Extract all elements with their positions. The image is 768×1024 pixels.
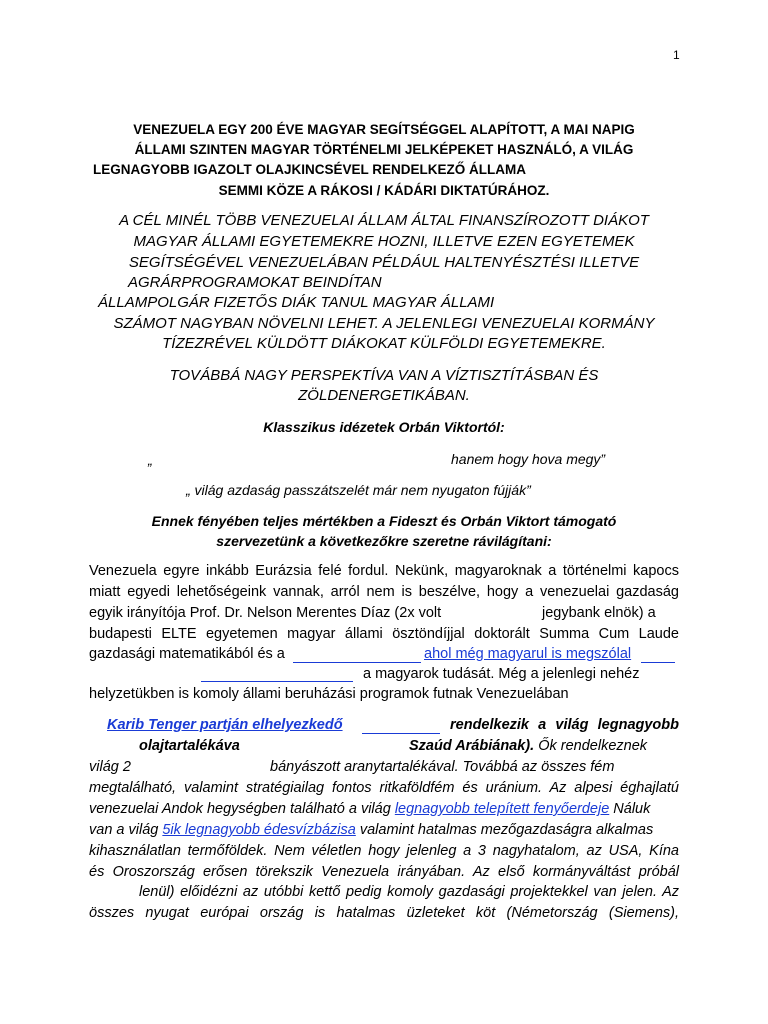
body-text: Náluk <box>609 801 651 817</box>
goal-line: AGRÁRPROGRAMOKAT BEINDÍTAN <box>128 274 382 291</box>
body-line: megtalálható, valamint stratégiailag fontos ritkaföldfém és uránium. Az alpesi éghajlatú <box>89 780 679 796</box>
body-line: lenül) előidézni az utóbbi kettő pedig komoly gazdasági projektekkel van jelen. Az <box>139 884 679 900</box>
body-line: miatt egyedi lehetőségeink vannak, arról nem is beszélve, hogy a venezuelai gazdaság <box>89 584 679 600</box>
blank-underline <box>641 648 675 663</box>
body-line: a magyarok tudását. Még a jelenlegi nehéz <box>363 666 640 682</box>
support-line: szervezetünk a következőkre szeretne rávilágítani: <box>216 533 552 549</box>
link-karib[interactable]: Karib Tenger partján elhelyezkedő <box>107 717 343 733</box>
body-line: gazdasági matematikából és a <box>89 646 285 662</box>
body-line: rendelkezik a világ legnagyobb <box>450 717 679 733</box>
blank-underline <box>362 719 440 734</box>
goal-line: ÁLLAMPOLGÁR FIZETŐS DIÁK TANUL MAGYAR ÁLLAMI <box>98 294 495 311</box>
goal-line: TÍZEZRÉVEL KÜLDÖTT DIÁKOKAT KÜLFÖLDI EGYETEMEKRE. <box>162 335 606 352</box>
body-line: helyzetükben is komoly állami beruházási programok futnak Venezuelában <box>89 686 569 702</box>
goal-line: SEGÍTSÉGÉVEL VENEZUELÁBAN PÉLDÁUL HALTENYÉSZTÉSI ILLETVE <box>128 254 640 271</box>
page-number: 1 <box>673 48 680 62</box>
goal-line: MAGYAR ÁLLAMI EGYETEMEKRE HOZNI, ILLETVE EZEN EGYETEMEK <box>133 233 635 250</box>
link-magyarul[interactable]: ahol még magyarul is megszólal <box>424 646 632 662</box>
quote-2: „ világ azdaság passzátszelét már nem nyugaton fújják” <box>186 482 531 498</box>
body-line: olajtartalékáva <box>139 738 240 754</box>
body-text: Ők rendelkeznek <box>534 738 648 754</box>
body-line: világ 2 <box>89 759 131 775</box>
blank-underline <box>293 648 421 663</box>
body-line: és Oroszország erősen törekszik Venezuela irányában. Az első kormányváltást próbál <box>89 864 679 880</box>
link-fenyoerdo[interactable]: legnagyobb telepített fenyőerdeje <box>394 801 610 817</box>
body-line <box>409 738 647 754</box>
title-line: ÁLLAMI SZINTEN MAGYAR TÖRTÉNELMI JELKÉPEKET HASZNÁLÓ, A VILÁG <box>134 142 634 157</box>
blank-underline <box>201 667 353 682</box>
body-line: kihasználatlan termőföldek. Nem véletlen hogy jelenleg a 3 nagyhatalom, az USA, Kína <box>89 843 679 859</box>
quote-open-mark: „ <box>148 452 153 468</box>
body-line: budapesti ELTE egyetemen magyar állami ösztöndíjjal doktorált Summa Cum Laude <box>89 626 679 642</box>
body-line: bányászott aranytartalékával. Továbbá az összes fém <box>270 759 615 775</box>
body-line: jegybank elnök) a <box>542 605 656 621</box>
title-line: SEMMI KÖZE A RÁKOSI / KÁDÁRI DIKTATÚRÁHOZ. <box>218 183 550 198</box>
body-line <box>89 801 650 817</box>
goal-line: A CÉL MINÉL TÖBB VENEZUELAI ÁLLAM ÁLTAL FINANSZÍROZOTT DIÁKOT <box>119 212 649 229</box>
body-text: venezuelai Andok hegységben található a világ <box>89 801 391 817</box>
link-edesviz[interactable]: 5ik legnagyobb édesvízbázisa <box>162 822 356 838</box>
saudi-text: Szaúd Arábiának). <box>409 738 535 754</box>
body-text: van a világ <box>89 822 159 838</box>
body-line: egyik irányítója Prof. Dr. Nelson Merentes Díaz (2x volt <box>89 605 442 621</box>
body-line <box>89 822 653 838</box>
quote-1: hanem hogy hova megy” <box>451 451 606 467</box>
body-line: összes nyugat európai ország is hatalmas üzleteket köt (Németország (Siemens), <box>89 905 679 921</box>
goal-line: SZÁMOT NAGYBAN NÖVELNI LEHET. A JELENLEGI VENEZUELAI KORMÁNY <box>113 315 655 332</box>
perspective-line: TOVÁBBÁ NAGY PERSPEKTÍVA VAN A VÍZTISZTÍTÁSBAN ÉS <box>169 367 599 384</box>
body-line: Venezuela egyre inkább Eurázsia felé fordul. Nekünk, magyaroknak a történelmi kapocs <box>89 563 679 579</box>
title-line: VENEZUELA EGY 200 ÉVE MAGYAR SEGÍTSÉGGEL ALAPÍTOTT, A MAI NAPIG <box>133 122 635 137</box>
title-line: LEGNAGYOBB IGAZOLT OLAJKINCSÉVEL RENDELKEZŐ ÁLLAMA <box>93 162 527 177</box>
body-text: valamint hatalmas mezőgazdaságra alkalmas <box>355 822 654 838</box>
quotes-heading: Klasszikus idézetek Orbán Viktortól: <box>263 419 505 435</box>
support-line: Ennek fényében teljes mértékben a Fideszt és Orbán Viktort támogató <box>151 513 617 529</box>
perspective-line: ZÖLDENERGETIKÁBAN. <box>298 387 470 404</box>
